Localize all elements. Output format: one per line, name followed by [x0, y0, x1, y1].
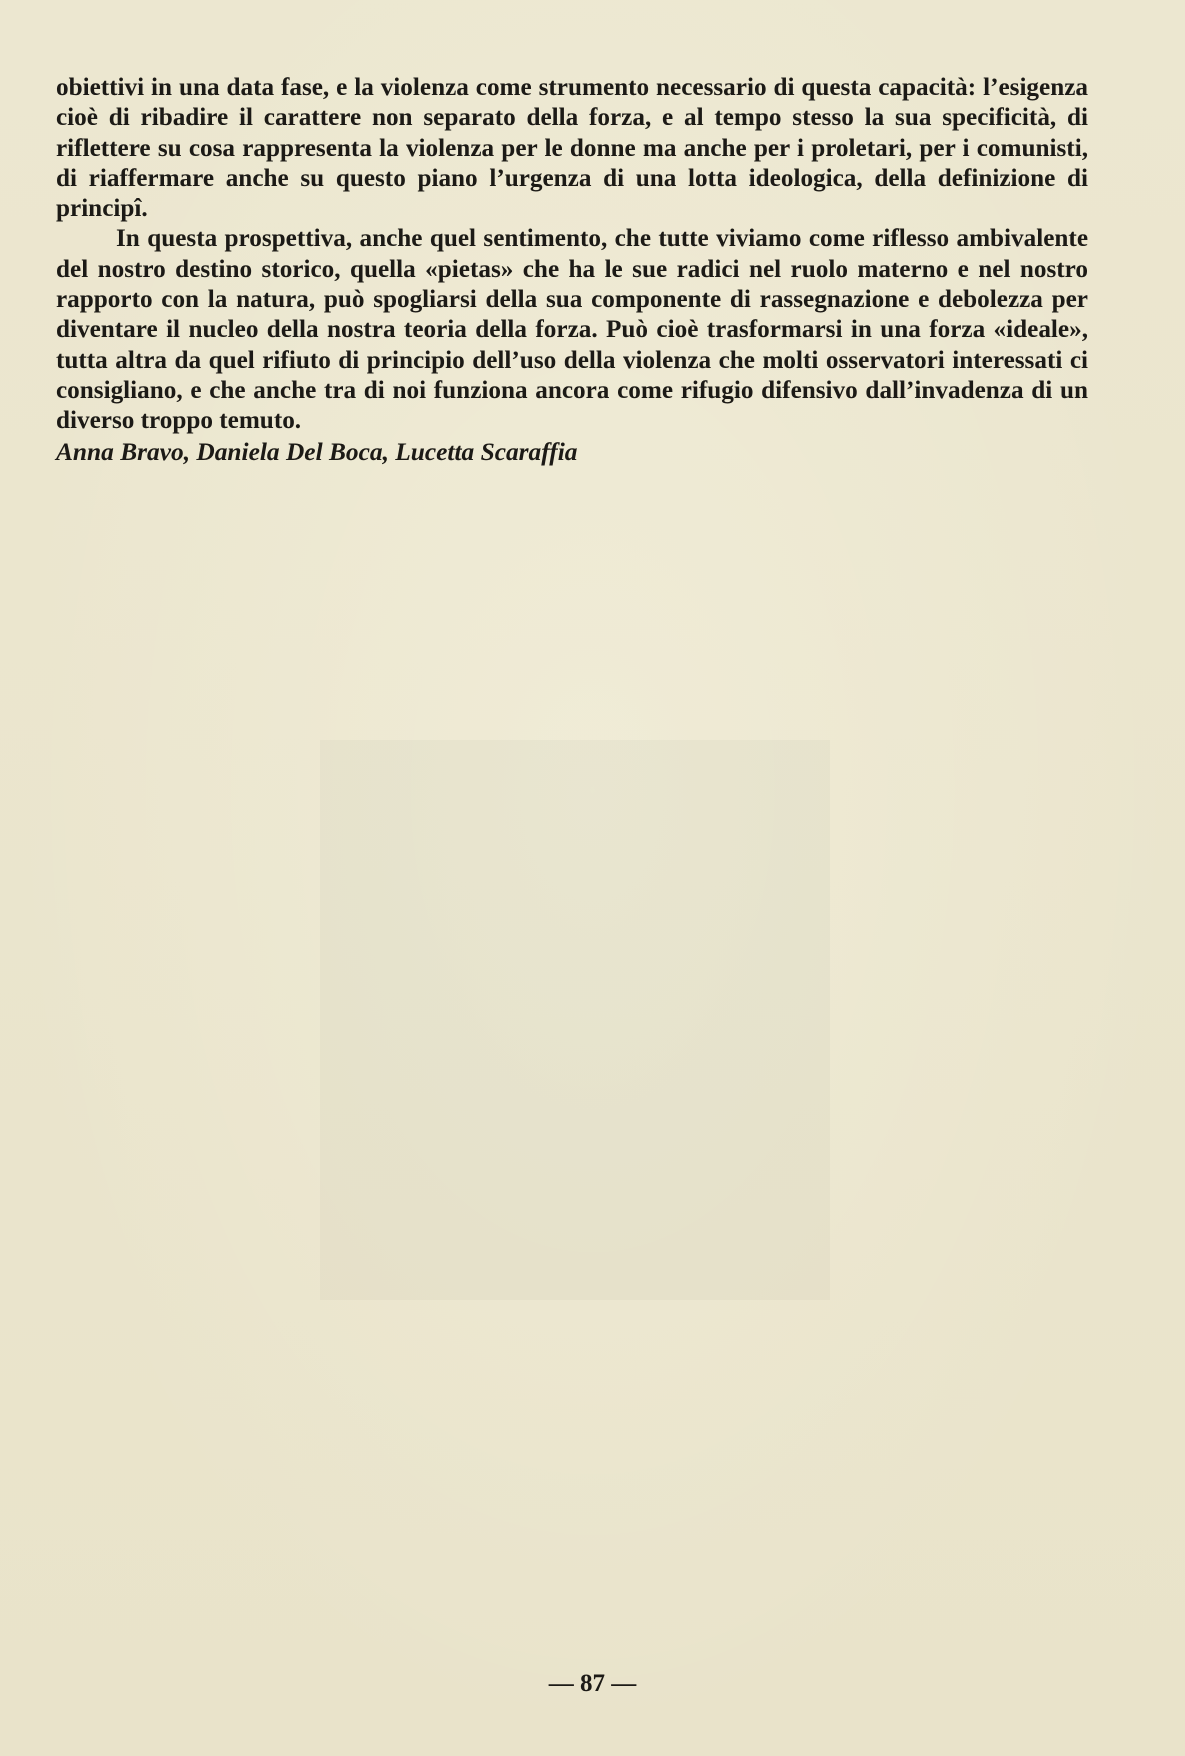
- bleed-through-shadow: [320, 740, 830, 1300]
- paragraph-2: In questa prospettiva, anche quel sentimento, che tutte viviamo come riflesso ambivalente del nostro destino storico, quella «pietas» che ha le sue radici nel ruolo materno e nel nostro rapporto con la natura, può spogliarsi della sua componente di rassegnazione e debolezza per diventare il nucleo della nostra teoria della forza. Può cioè trasformarsi in una forza «ideale», tutta altra da quel rifiuto di principio dell’uso della violenza che molti osservatori interessati ci consigliano, e che anche tra di noi funziona ancora come rifugio difensivo dall’invadenza di un diverso troppo temuto.: [56, 225, 1088, 435]
- paragraph-1: obiettivi in una data fase, e la violenza come strumento necessario di questa capacità: l’esigenza cioè di ribadire il carattere non separato della forza, e al tempo stesso la sua specificità, di riflettere su cosa rappresenta la violenza per le donne ma anche per i proletari, per i comunisti, di riaffermare anche su questo piano l’urgenza di una lotta ideologica, della definizione di principî.: [56, 74, 1088, 223]
- authors-signature: Anna Bravo, Daniela Del Boca, Lucetta Scaraffia: [56, 437, 578, 466]
- article-text: [56, 73, 1088, 467]
- page-number: — 87 —: [548, 1670, 637, 1697]
